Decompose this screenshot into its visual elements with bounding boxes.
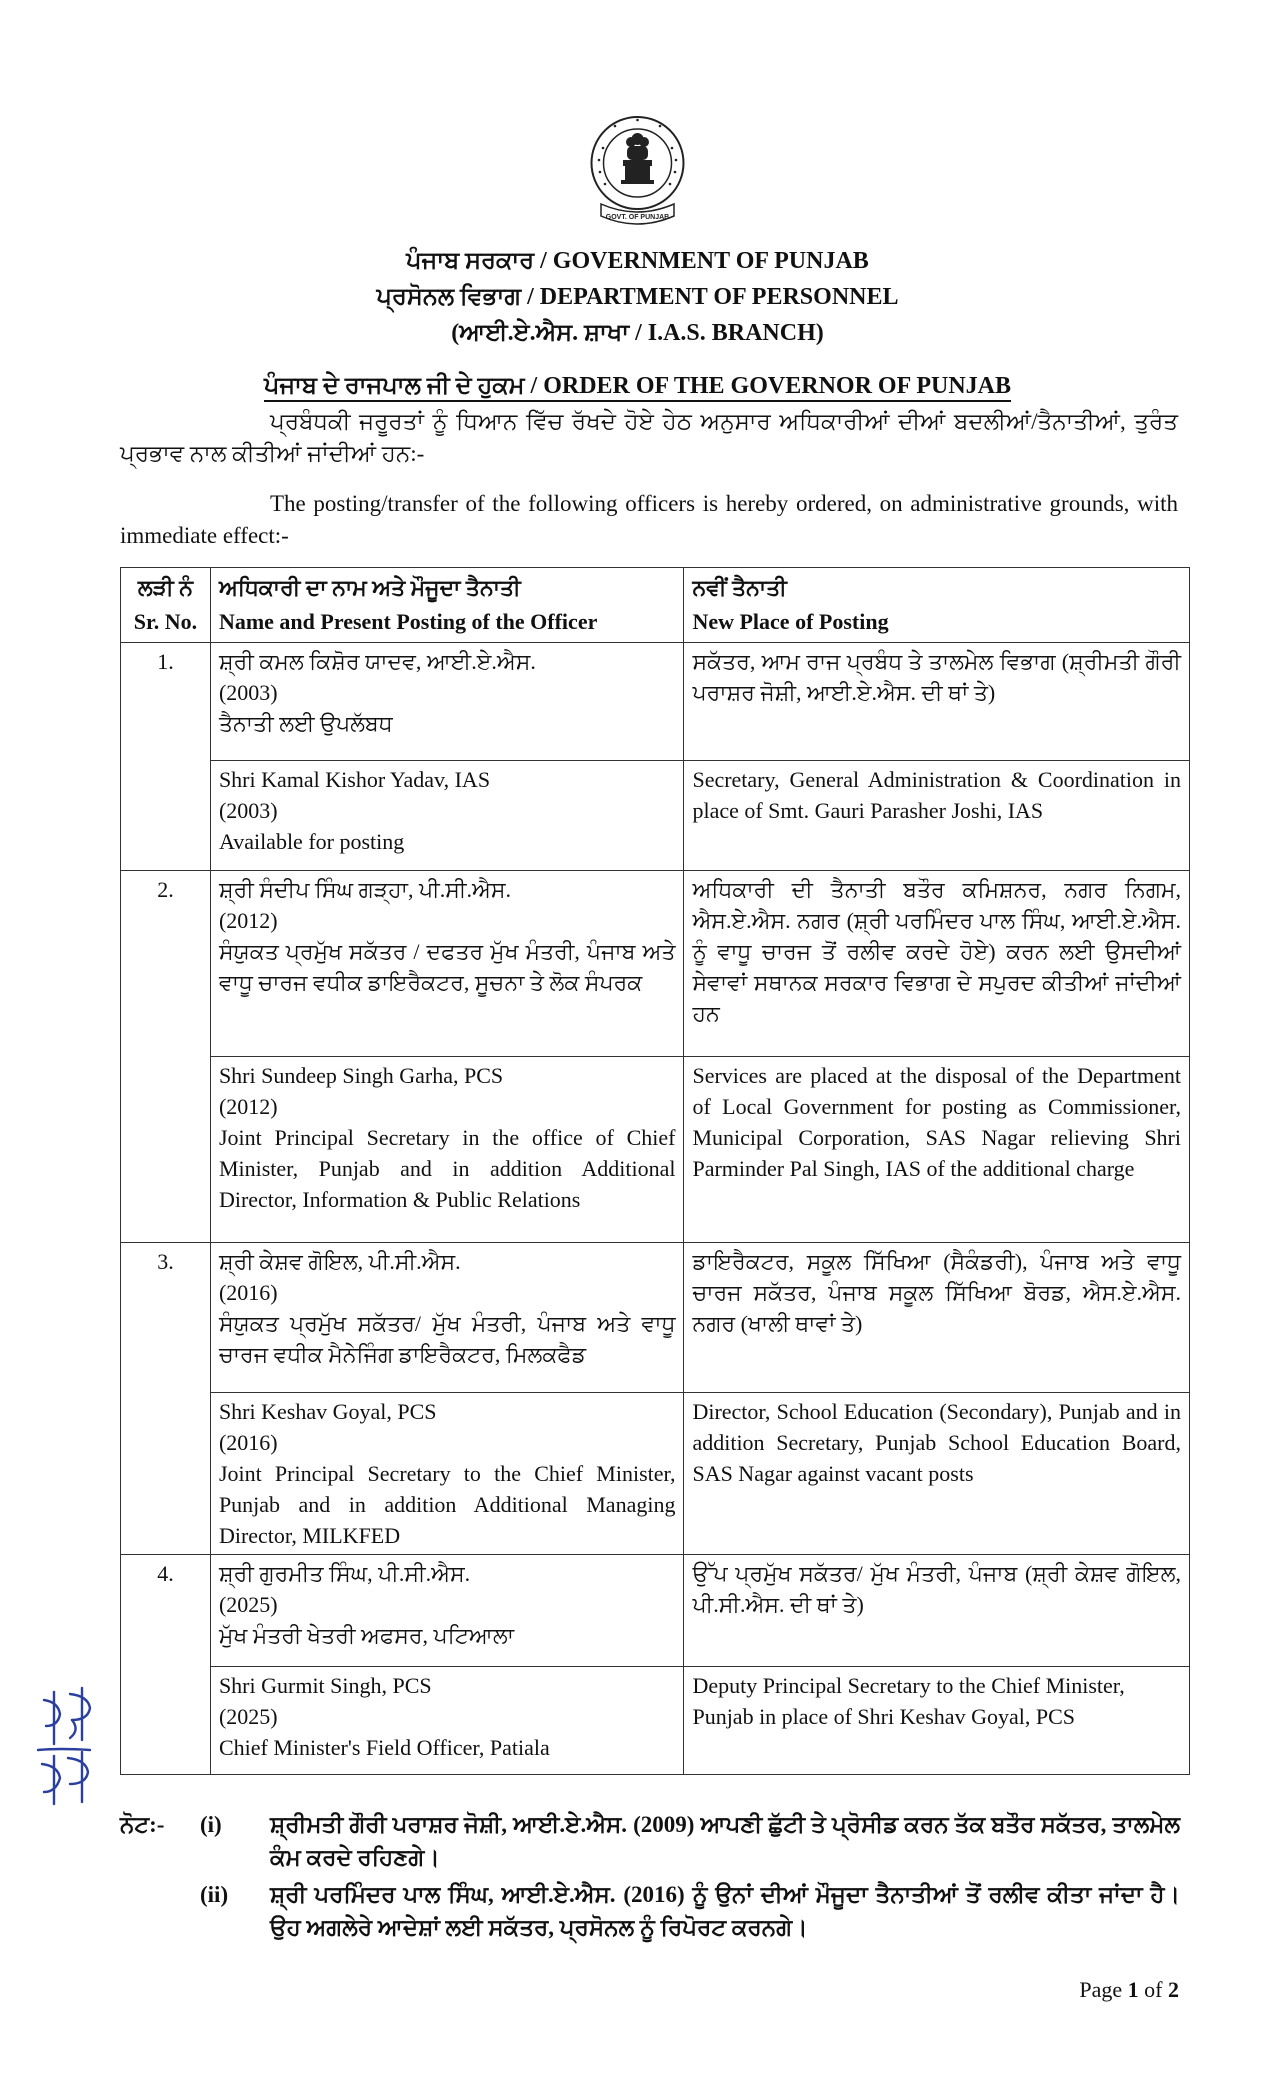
- table-row: [121, 1667, 1190, 1775]
- notes-label: ਨੋਟ:-: [120, 1812, 165, 1837]
- row-present-en: [210, 1393, 684, 1555]
- row-sr: 2.: [121, 871, 211, 1243]
- officer-year-en: (2003): [218, 798, 278, 823]
- present-posting-pa: ਤੈਨਾਤੀ ਲਈ ਉਪਲੱਬਧ: [218, 711, 393, 736]
- note-item: [120, 1878, 1180, 1944]
- table-header-row: [121, 568, 1190, 643]
- officer-year-pa: (2012): [218, 908, 278, 933]
- table-row: [121, 871, 1190, 1057]
- table-row: [121, 1057, 1190, 1243]
- row-sr: 4.: [121, 1555, 211, 1775]
- order-title: [0, 370, 1275, 402]
- row-present-pa: [210, 1555, 684, 1667]
- officer-name-en: Shri Keshav Goyal, PCS: [218, 1399, 437, 1424]
- page-of: of: [1144, 1977, 1163, 2002]
- note-text: ਸ਼੍ਰੀ ਪਰਮਿੰਦਰ ਪਾਲ ਸਿੰਘ, ਆਈ.ਏ.ਐਸ. (2016) ਨੂੰ ਉਨਾਂ ਦੀਆਂ ਮੌਜੂਦਾ ਤੈਨਾਤੀਆਂ ਤੋਂ ਰਲੀਵ ਕੀਤਾ ਜਾਂਦਾ ਹੈ। ਉਹ ਅਗਲੇਰੇ ਆਦੇਸ਼ਾਂ ਲਈ ਸਕੱਤਰ, ਪ੍ਰਸੋਨਲ ਨੂੰ ਰਿਪੋਰਟ ਕਰਨਗੇ।: [270, 1882, 1180, 1940]
- present-posting-pa: ਮੁੱਖ ਮੰਤਰੀ ਖੇਤਰੀ ਅਫਸਰ, ਪਟਿਆਲਾ: [218, 1623, 515, 1648]
- page-current: 1: [1127, 1977, 1139, 2002]
- present-posting-en: Joint Principal Secretary to the Chief Minister, Punjab and in addition Additional Managing Director, MILKFED: [218, 1461, 676, 1548]
- note-number: (ii): [200, 1882, 229, 1907]
- header-sr: [121, 568, 211, 643]
- header-line-department: ਪ੍ਰਸੋਨਲ ਵਿਭਾਗ / DEPARTMENT OF PERSONNEL: [376, 284, 899, 310]
- intro-english: The posting/transfer of the following officers is hereby ordered, on administrative grounds, with immediate effect:-: [120, 491, 1178, 548]
- header-post-pa: ਨਵੀਂ ਤੈਨਾਤੀ: [692, 575, 787, 600]
- postings-table: [120, 567, 1190, 1775]
- officer-name-en: Shri Kamal Kishor Yadav, IAS: [218, 767, 491, 792]
- header-line-branch: (ਆਈ.ਏ.ਐਸ. ਸ਼ਾਖਾ / I.A.S. BRANCH): [451, 320, 824, 346]
- officer-year-pa: (2025): [218, 1592, 278, 1617]
- present-posting-pa: ਸੰਯੁਕਤ ਪ੍ਰਮੁੱਖ ਸਕੱਤਰ / ਦਫਤਰ ਮੁੱਖ ਮੰਤਰੀ, ਪੰਜਾਬ ਅਤੇ ਵਾਧੂ ਚਾਰਜ ਵਧੀਕ ਡਾਇਰੈਕਟਰ, ਸੂਚਨਾ ਤੇ ਲੋਕ ਸੰਪਰਕ: [218, 939, 676, 995]
- new-posting-en: Deputy Principal Secretary to the Chief Minister, Punjab in place of Shri Keshav Goyal, PCS: [684, 1667, 1190, 1775]
- officer-name-pa: ਸ਼੍ਰੀ ਕੇਸ਼ਵ ਗੋਇਲ, ਪੀ.ਸੀ.ਐਸ.: [218, 1249, 461, 1274]
- row-sr: 3.: [121, 1243, 211, 1555]
- row-sr: 1.: [121, 643, 211, 871]
- row-present-en: [210, 761, 684, 871]
- order-title-text: ਪੰਜਾਬ ਦੇ ਰਾਜਪਾਲ ਜੀ ਦੇ ਹੁਕਮ / ORDER OF THE GOVERNOR OF PUNJAB: [264, 373, 1011, 402]
- new-posting-en: Secretary, General Administration & Coordination in place of Smt. Gauri Parasher Joshi, IAS: [684, 761, 1190, 871]
- officer-year-pa: (2003): [218, 680, 278, 705]
- new-posting-en: Services are placed at the disposal of the Department of Local Government for posting as Commissioner, Municipal Corporation, SAS Nagar relieving Shri Parminder Pal Singh, IAS of the additional charge: [684, 1057, 1190, 1243]
- officer-year-en: (2016): [218, 1430, 278, 1455]
- note-text: ਸ਼੍ਰੀਮਤੀ ਗੌਰੀ ਪਰਾਸ਼ਰ ਜੋਸ਼ੀ, ਆਈ.ਏ.ਐਸ. (2009) ਆਪਣੀ ਛੁੱਟੀ ਤੇ ਪ੍ਰੋਸੀਡ ਕਰਨ ਤੱਕ ਬਤੌਰ ਸਕੱਤਰ, ਤਾਲਮੇਲ ਕੰਮ ਕਰਦੇ ਰਹਿਣਗੇ।: [270, 1812, 1180, 1870]
- header-name: [210, 568, 684, 643]
- state-emblem-icon: [587, 108, 688, 236]
- present-posting-en: Chief Minister's Field Officer, Patiala: [218, 1735, 550, 1760]
- table-row: [121, 643, 1190, 761]
- table-row: [121, 1243, 1190, 1393]
- notes-section: [120, 1808, 1180, 1948]
- header-post: [684, 568, 1190, 643]
- row-present-pa: [210, 871, 684, 1057]
- officer-name-pa: ਸ਼੍ਰੀ ਕਮਲ ਕਿਸ਼ੋਰ ਯਾਦਵ, ਆਈ.ਏ.ਐਸ.: [218, 649, 536, 674]
- row-present-pa: [210, 1243, 684, 1393]
- row-present-en: [210, 1667, 684, 1775]
- officer-year-pa: (2016): [218, 1280, 278, 1305]
- officer-year-en: (2012): [218, 1094, 278, 1119]
- note-number: (i): [200, 1812, 222, 1837]
- officer-name-en: Shri Sundeep Singh Garha, PCS: [218, 1063, 504, 1088]
- new-posting-pa: ਅਧਿਕਾਰੀ ਦੀ ਤੈਨਾਤੀ ਬਤੌਰ ਕਮਿਸ਼ਨਰ, ਨਗਰ ਨਿਗਮ, ਐਸ.ਏ.ਐਸ. ਨਗਰ (ਸ਼੍ਰੀ ਪਰਮਿੰਦਰ ਪਾਲ ਸਿੰਘ, ਆਈ.ਏ.ਐਸ. ਨੂੰ ਵਾਧੂ ਚਾਰਜ ਤੋਂ ਰਲੀਵ ਕਰਦੇ ਹੋਏ) ਕਰਨ ਲਈ ਉਸਦੀਆਂ ਸੇਵਾਵਾਂ ਸਥਾਨਕ ਸਰਕਾਰ ਵਿਭਾਗ ਦੇ ਸਪੁਰਦ ਕੀਤੀਆਂ ਜਾਂਦੀਆਂ ਹਨ: [684, 871, 1190, 1057]
- header-sr-pa: ਲੜੀ ਨੰ: [137, 575, 194, 600]
- officer-year-en: (2025): [218, 1704, 278, 1729]
- note-item: [120, 1808, 1180, 1874]
- header-line-government: ਪੰਜਾਬ ਸਰਕਾਰ / GOVERNMENT OF PUNJAB: [406, 248, 869, 274]
- present-posting-pa: ਸੰਯੁਕਤ ਪ੍ਰਮੁੱਖ ਸਕੱਤਰ/ ਮੁੱਖ ਮੰਤਰੀ, ਪੰਜਾਬ ਅਤੇ ਵਾਧੂ ਚਾਰਜ ਵਧੀਕ ਮੈਨੇਜਿੰਗ ਡਾਇਰੈਕਟਰ, ਮਿਲਕਫੈਡ: [218, 1311, 676, 1367]
- table-row: [121, 761, 1190, 871]
- handwritten-initials-icon: [30, 1680, 100, 1810]
- present-posting-en: Joint Principal Secretary in the office of Chief Minister, Punjab and in addition Additional Director, Information & Public Relations: [218, 1125, 676, 1212]
- page-total: 2: [1168, 1977, 1179, 2002]
- new-posting-pa: ਡਾਇਰੈਕਟਰ, ਸਕੂਲ ਸਿੱਖਿਆ (ਸੈਕੰਡਰੀ), ਪੰਜਾਬ ਅਤੇ ਵਾਧੂ ਚਾਰਜ ਸਕੱਤਰ, ਪੰਜਾਬ ਸਕੂਲ ਸਿੱਖਿਆ ਬੋਰਡ, ਐਸ.ਏ.ਐਸ. ਨਗਰ (ਖਾਲੀ ਥਾਵਾਂ ਤੇ): [684, 1243, 1190, 1393]
- header-sr-en: Sr. No.: [133, 609, 198, 634]
- officer-name-en: Shri Gurmit Singh, PCS: [218, 1673, 432, 1698]
- officer-name-pa: ਸ਼੍ਰੀ ਸੰਦੀਪ ਸਿੰਘ ਗੜ੍ਹਾ, ਪੀ.ਸੀ.ਐਸ.: [218, 877, 512, 902]
- emblem-text: GOVT. OF PUNJAB: [605, 214, 670, 221]
- present-posting-en: Available for posting: [218, 829, 405, 854]
- row-present-en: [210, 1057, 684, 1243]
- page-prefix: Page: [1079, 1977, 1123, 2002]
- officer-name-pa: ਸ਼੍ਰੀ ਗੁਰਮੀਤ ਸਿੰਘ, ਪੀ.ਸੀ.ਐਸ.: [218, 1561, 471, 1586]
- page-number: [1079, 1977, 1179, 2003]
- table-row: [121, 1393, 1190, 1555]
- header-post-en: New Place of Posting: [692, 609, 889, 634]
- row-present-pa: [210, 643, 684, 761]
- new-posting-pa: ਸਕੱਤਰ, ਆਮ ਰਾਜ ਪ੍ਰਬੰਧ ਤੇ ਤਾਲਮੇਲ ਵਿਭਾਗ (ਸ਼੍ਰੀਮਤੀ ਗੌਰੀ ਪਰਾਸ਼ਰ ਜੋਸ਼ੀ, ਆਈ.ਏ.ਐਸ. ਦੀ ਥਾਂ ਤੇ): [684, 643, 1190, 761]
- header-name-pa: ਅਧਿਕਾਰੀ ਦਾ ਨਾਮ ਅਤੇ ਮੌਜੂਦਾ ਤੈਨਾਤੀ: [218, 575, 521, 600]
- new-posting-en: Director, School Education (Secondary), Punjab and in addition Secretary, Punjab School Education Board, SAS Nagar against vacant posts: [684, 1393, 1190, 1555]
- new-posting-pa: ਉੱਪ ਪ੍ਰਮੁੱਖ ਸਕੱਤਰ/ ਮੁੱਖ ਮੰਤਰੀ, ਪੰਜਾਬ (ਸ਼੍ਰੀ ਕੇਸ਼ਵ ਗੋਇਲ, ਪੀ.ਸੀ.ਐਸ. ਦੀ ਥਾਂ ਤੇ): [684, 1555, 1190, 1667]
- intro-punjabi: ਪ੍ਰਬੰਧਕੀ ਜਰੂਰਤਾਂ ਨੂੰ ਧਿਆਨ ਵਿੱਚ ਰੱਖਦੇ ਹੋਏ ਹੇਠ ਅਨੁਸਾਰ ਅਧਿਕਾਰੀਆਂ ਦੀਆਂ ਬਦਲੀਆਂ/ਤੈਨਾਤੀਆਂ, ਤੁਰੰਤ ਪ੍ਰਭਾਵ ਨਾਲ ਕੀਤੀਆਂ ਜਾਂਦੀਆਂ ਹਨ:-: [120, 409, 1178, 466]
- header-name-en: Name and Present Posting of the Officer: [218, 609, 598, 634]
- table-row: [121, 1555, 1190, 1667]
